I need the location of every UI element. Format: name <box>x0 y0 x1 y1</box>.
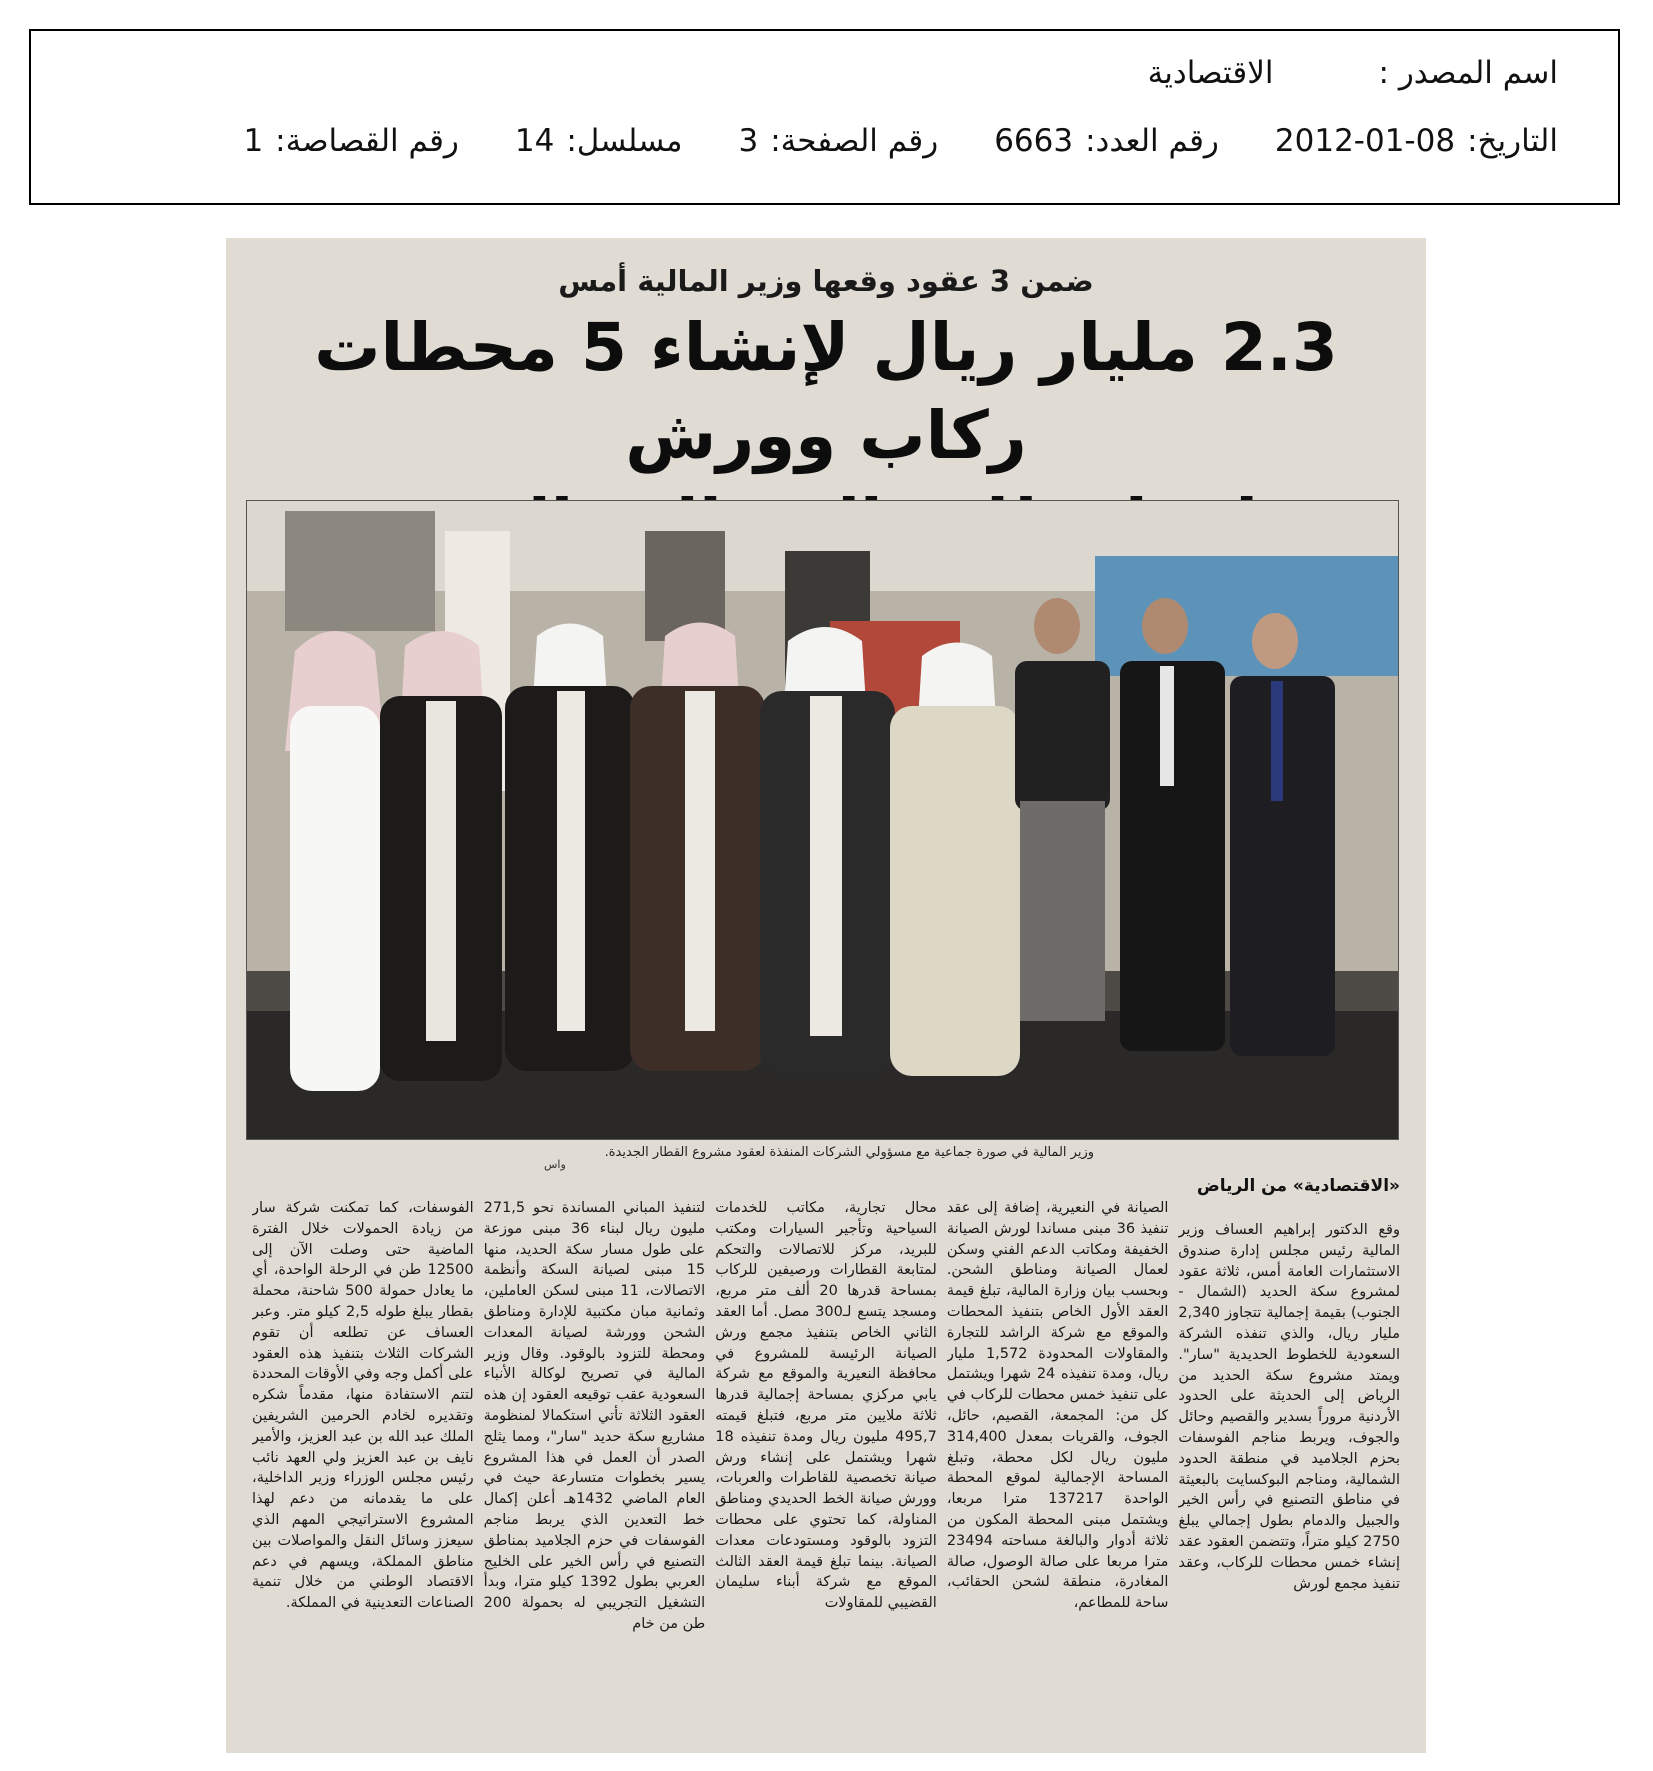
date-field <box>1275 123 1558 159</box>
photo-credit: واس <box>544 1158 566 1171</box>
article-byline: «الاقتصادية» من الرياض <box>1196 1176 1400 1196</box>
person-1 <box>285 631 385 1091</box>
serial-field <box>515 123 683 159</box>
serial-label: مسلسل: <box>566 123 683 159</box>
photo-caption: وزير المالية في صورة جماعية مع مسؤولي الشركات المنفذة لعقود مشروع القطار الجديدة. <box>604 1145 1094 1160</box>
source-row <box>1148 55 1558 91</box>
source-value: الاقتصادية <box>1147 55 1274 91</box>
issue-value: 6663 <box>994 123 1074 159</box>
clipping-metadata-box <box>29 29 1620 205</box>
issue-field <box>994 123 1219 159</box>
article-column-5: الفوسفات، كما تمكنت شركة سار من زيادة الحمولات خلال الفترة الماضية حتى وصلت الآن إلى 12500 طن في الرحلة الواحدة، أي ما يعادل حمولة 500 شاحنة، محملة بقطار يبلغ طوله 2,5 كيلو متر. وعبر العساف عن تطلعه أن تقوم الشركات الثلاث بتنفيذ هذه العقود على أكمل وجه وفي الأوقات المحددة لتتم الاستفادة منها، مقدماً شكره وتقديره لخادم الحرمين الشريفين الملك عبد الله بن عبد العزيز، والأمير نايف بن عبد العزيز ولي العهد نائب رئيس مجلس الوزراء وزير الداخلية، على ما يقدمانه من دعم لهذا المشروع الاستراتيجي المهم الذي سيعزز وسائل النقل والمواصلات بين مناطق المملكة، ويسهم في دعم الاقتصاد الوطني من خلال تنمية الصناعات التعدينية في المملكة. <box>252 1200 474 1612</box>
source-field <box>1379 55 1558 91</box>
clip-number-value: 1 <box>243 123 264 159</box>
date-value: 2012-01-08 <box>1274 123 1456 159</box>
person-7 <box>1015 598 1110 1021</box>
person-5 <box>760 627 895 1076</box>
clip-number-label: رقم القصاصة: <box>275 123 459 159</box>
article-column-1: وقع الدكتور إبراهيم العساف وزير المالية رئيس مجلس إدارة صندوق الاستثمارات العامة أمس، ثلاثة عقود لمشروع سكة الحديد (الشمال - الجنوب) بقيمة إجمالية تتجاوز 2,340 مليار ريال، والذي تنفذه الشركة السعودية للخطوط الحديدية "سار". ويمتد مشروع سكة الحديد من الرياض إلى الحديثة على الحدود الأردنية مروراً بسدير والقصيم وحائل والجوف، ويربط مناجم الفوسفات بحزم الجلاميد في منطقة الحدود الشمالية، ومناجم البوكسايت بالبعيثة في مناطق التصنيع في رأس الخير والجبيل والدمام بطول إجمالي يبلغ 2750 كيلو متراً، وتتضمن العقود عقد إنشاء خمس محطات للركاب، وعقد تنفيذ مجمع لورش <box>1178 1222 1400 1592</box>
clip-number-field <box>243 123 458 159</box>
page-value: 3 <box>738 123 759 159</box>
source-label: اسم المصدر : <box>1378 55 1558 91</box>
person-8 <box>1120 598 1225 1051</box>
article-kicker: ضمن 3 عقود وقعها وزير المالية أمس <box>558 264 1094 298</box>
newspaper-clipping <box>226 238 1426 1753</box>
article-body <box>252 1198 1400 1743</box>
group-photo <box>246 500 1399 1140</box>
person-3 <box>505 624 635 1072</box>
article-column-2: الصيانة في النعيرية، إضافة إلى عقد تنفيذ 36 مبنى مساندا لورش الصيانة الخفيفة ومكاتب الدعم الفني وسكن لعمال الصيانة ومناطق الشحن. وبحسب بيان وزارة المالية، تبلغ قيمة العقد الأول الخاص بتنفيذ المحطات والموقع مع شركة الراشد للتجارة والمقاولات المحدودة 1,572 مليار ريال، ومدة تنفيذه 24 شهرا ويشتمل على تنفيذ خمس محطات للركاب في كل من: المجمعة، القصيم، حائل، الجوف، والقريات بمعدل 314,400 مليون ريال لكل محطة، وتبلغ المساحة الإجمالية لموقع المحطة الواحدة 137217 مترا مربعا، ويشتمل مبنى المحطة المكون من ثلاثة أدوار والبالغة مساحته 23494 مترا مربعا على صالة الوصول، صالة المغادرة، منطقة لشحن الحقائب، ساحة للمطاعم، <box>946 1200 1169 1612</box>
date-label: التاريخ: <box>1467 123 1558 159</box>
person-9 <box>1230 613 1335 1056</box>
person-4 <box>630 623 765 1072</box>
headline-line-1: 2.3 مليار ريال لإنشاء 5 محطات ركاب وورش <box>314 309 1338 474</box>
page-label: رقم الصفحة: <box>770 123 939 159</box>
issue-label: رقم العدد: <box>1085 123 1219 159</box>
person-2 <box>380 631 502 1081</box>
article-column-3: محال تجارية، مكاتب للخدمات السياحية وتأجير السيارات ومكتب للبريد، مركز للاتصالات والتحكم لمتابعة القطارات ورصيفين للركاب بمساحة قدرها 20 ألف متر مربع، ومسجد يتسع لـ300 مصل. أما العقد الثاني الخاص بتنفيذ مجمع ورش الصيانة الرئيسة للمشروع في محافظة النعيرية والموقع مع شركة يابي مركزي بمساحة إجمالية قدرها ثلاثة ملايين متر مربع، فتبلغ قيمته 495,7 مليون ريال ومدة تنفيذه 18 شهرا ويشتمل على إنشاء ورش صيانة تخصصية للقاطرات والعربات، وورش صيانة الخط الحديدي ومناطق المناولة، كما تحتوي على محطات التزود بالوقود ومستودعات معدات الصيانة. بينما تبلغ قيمة العقد الثالث الموقع مع شركة أبناء سليمان القضيبي للمقاولات <box>715 1200 937 1612</box>
person-6 <box>890 643 1020 1077</box>
clip-info-row <box>243 123 1558 159</box>
article-column-4: لتنفيذ المباني المساندة نحو 271,5 مليون ريال لبناء 36 مبنى موزعة على طول مسار سكة الحديد، منها 15 مبنى لصيانة السكة وأنظمة الاتصالات، 11 مبنى لسكن العاملين، وثمانية مبان مكتبية للإدارة ومناطق الشحن وورشة لصيانة المعدات ومحطة للتزود بالوقود. وقال وزير المالية في تصريح لوكالة الأنباء السعودية عقب توقيعه العقود إن هذه العقود الثلاثة تأتي استكمالا لمنظومة مشاريع سكة حديد "سار"، ومما يثلج الصدر أن العمل في هذا المشروع يسير بخطوات متسارعة حيث في العام الماضي 1432هـ أعلن إكمال خط التعدين الذي يربط مناجم الفوسفات في حزم الجلاميد بمناطق التصنيع في رأس الخير على الخليج العربي بطول 1392 كيلو مترا، وبدأ التشغيل التجريبي له بحمولة 200 طن من خام <box>483 1200 706 1632</box>
group-photo-illustration <box>246 501 1398 1140</box>
serial-value: 14 <box>514 123 555 159</box>
page-field <box>738 123 938 159</box>
